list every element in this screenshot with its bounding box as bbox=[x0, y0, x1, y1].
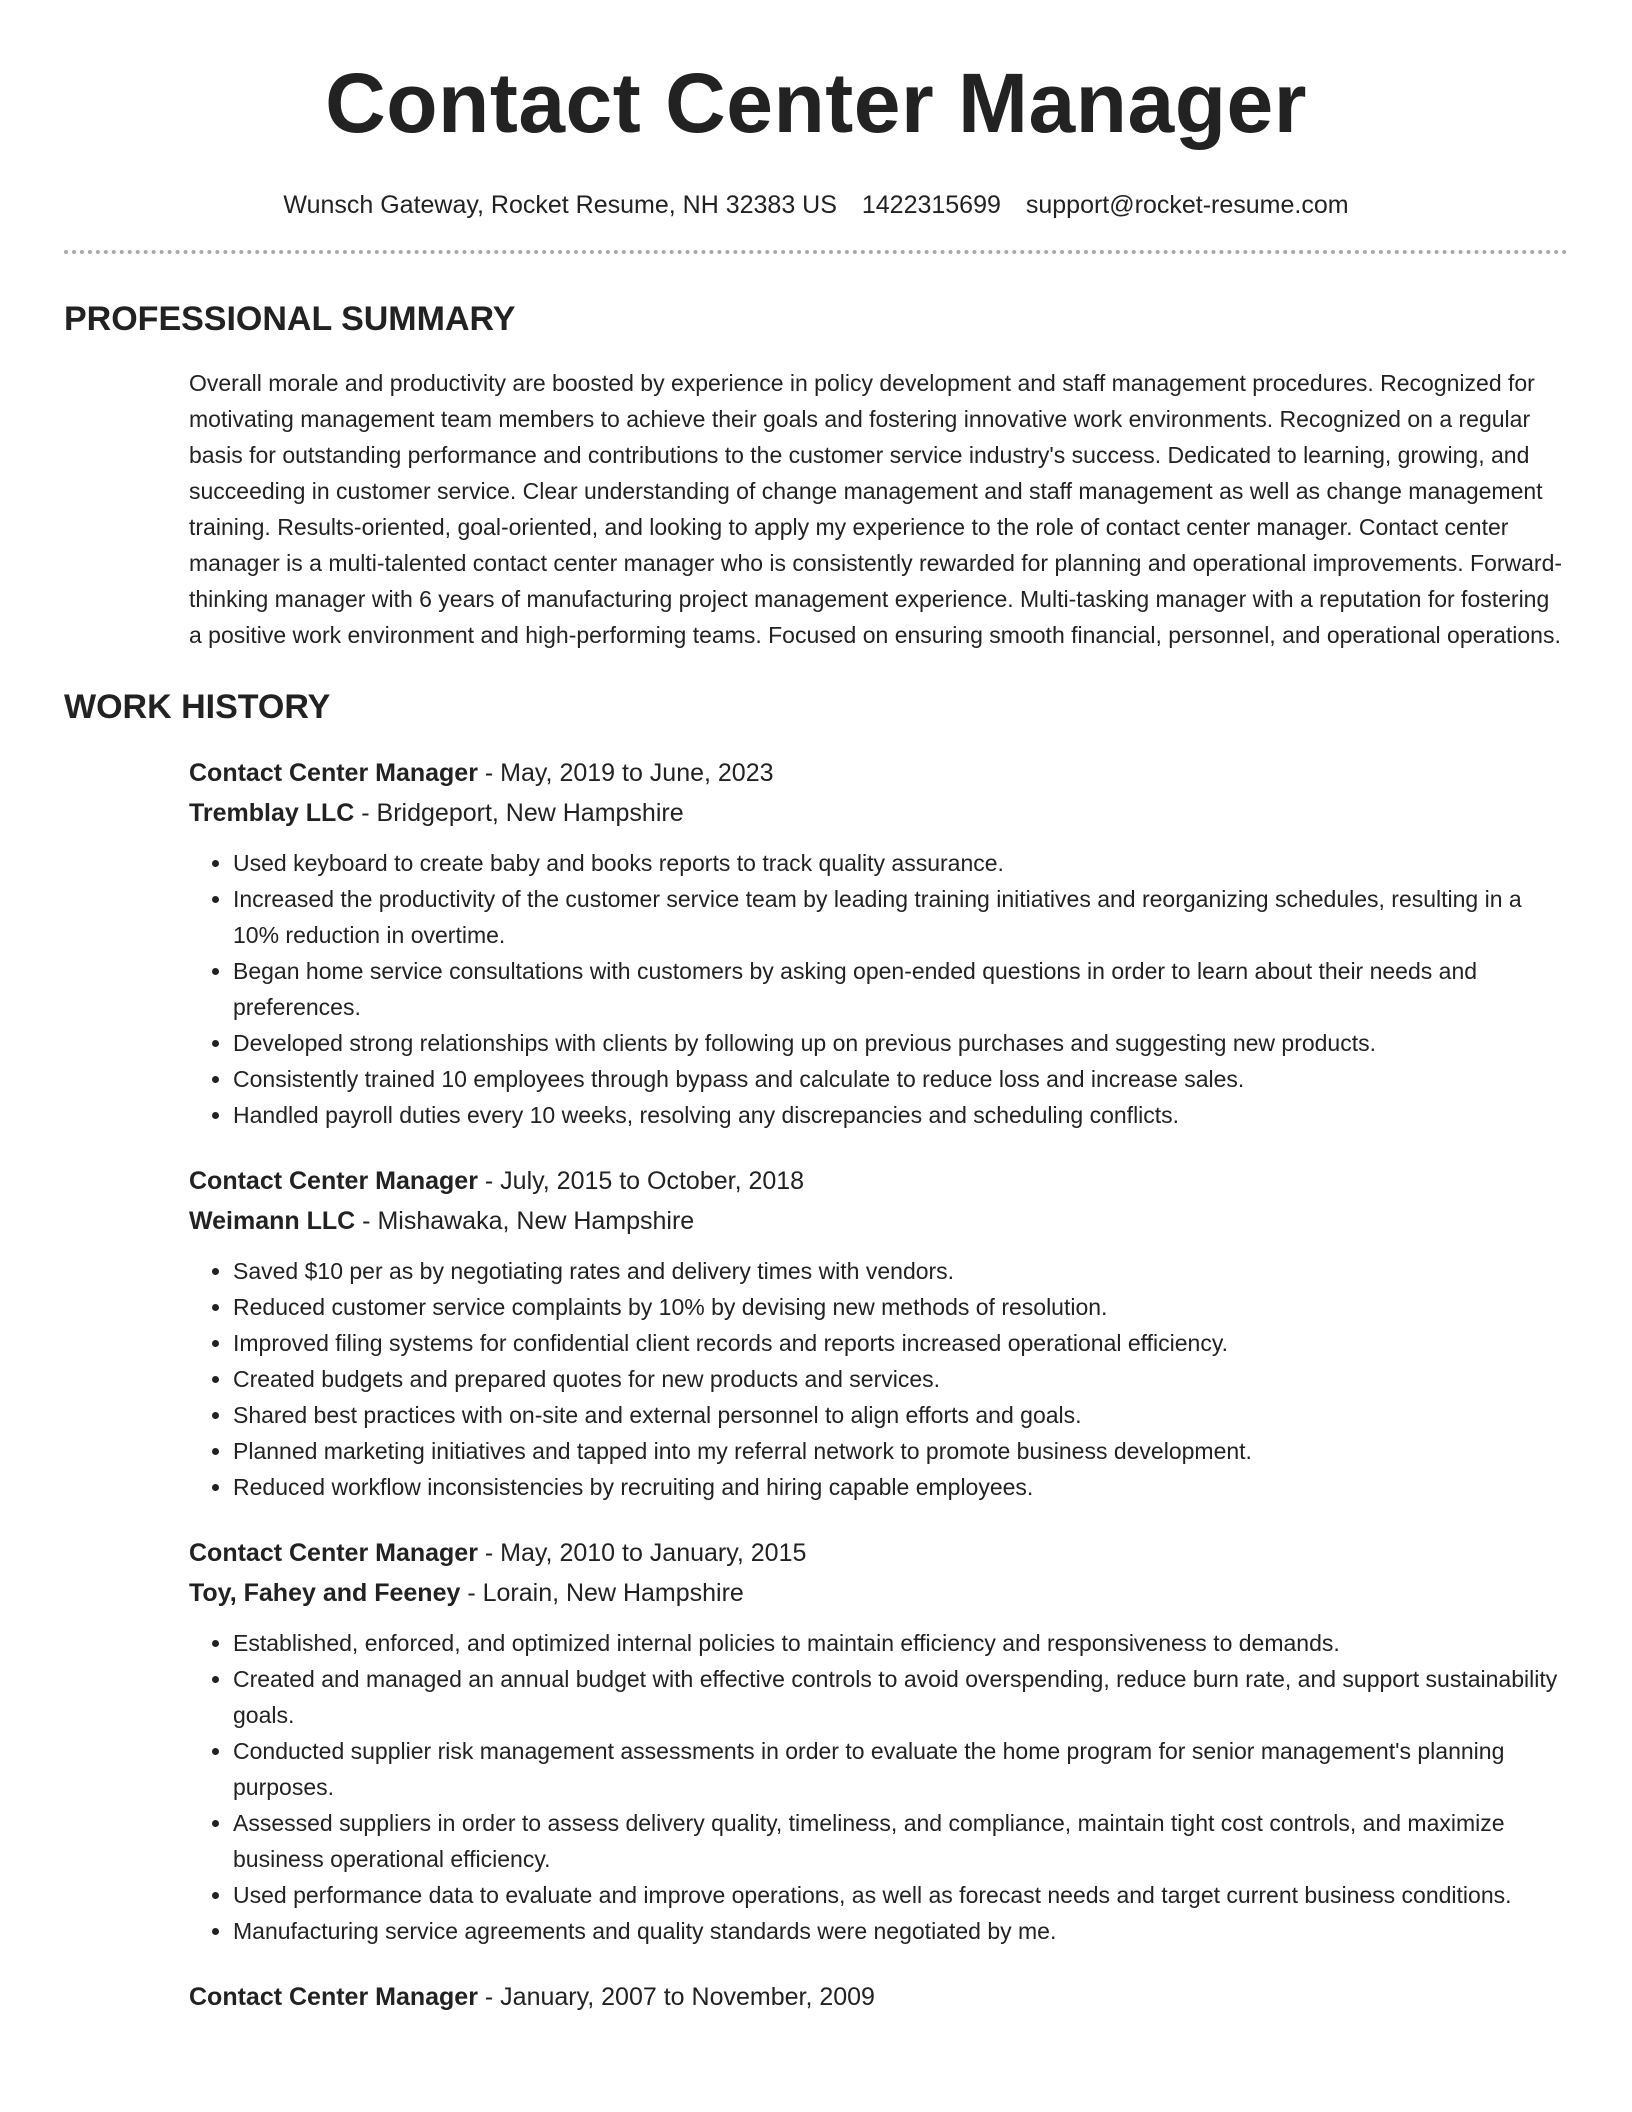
job-bullet: • Established, enforced, and optimized internal policies to maintain efficiency and responsiveness to demands. bbox=[233, 1625, 1568, 1661]
job-title-line bbox=[189, 1533, 1568, 1573]
job-company-line bbox=[189, 1201, 1568, 1241]
job-company: Tremblay LLC bbox=[189, 799, 355, 827]
job-bullet: • Manufacturing service agreements and quality standards were negotiated by me. bbox=[233, 1913, 1568, 1949]
job-entry bbox=[189, 1533, 1568, 1949]
resume-header bbox=[64, 0, 1568, 220]
job-bullet: • Assessed suppliers in order to assess delivery quality, timeliness, and compliance, maintain tight cost controls, and maximize business operational efficiency. bbox=[233, 1805, 1568, 1877]
job-dates: - May, 2019 to June, 2023 bbox=[484, 759, 774, 787]
job-bullet: • Reduced workflow inconsistencies by recruiting and hiring capable employees. bbox=[233, 1469, 1568, 1505]
job-bullet: • Began home service consultations with customers by asking open-ended questions in order to learn about their needs and preferences. bbox=[233, 953, 1568, 1025]
contact-line bbox=[64, 190, 1568, 220]
job-bullet: • Created and managed an annual budget with effective controls to avoid overspending, reduce burn rate, and support sustainability goals. bbox=[233, 1661, 1568, 1733]
job-role: Contact Center Manager bbox=[189, 1539, 478, 1567]
job-bullets bbox=[189, 1253, 1568, 1505]
job-bullet: • Improved filing systems for confidential client records and reports increased operational efficiency. bbox=[233, 1325, 1568, 1361]
job-dates: - July, 2015 to October, 2018 bbox=[484, 1167, 805, 1195]
job-location: - Lorain, New Hampshire bbox=[467, 1579, 744, 1607]
job-location: - Bridgeport, New Hampshire bbox=[361, 799, 684, 827]
job-bullet: • Handled payroll duties every 10 weeks, resolving any discrepancies and scheduling conflicts. bbox=[233, 1097, 1568, 1133]
job-entry bbox=[189, 753, 1568, 1133]
job-role: Contact Center Manager bbox=[189, 1167, 478, 1195]
job-location: - Mishawaka, New Hampshire bbox=[362, 1207, 695, 1235]
job-dates: - January, 2007 to November, 2009 bbox=[484, 1983, 875, 2011]
contact-phone: 1422315699 bbox=[861, 191, 1001, 219]
job-entry bbox=[189, 1161, 1568, 1505]
job-role: Contact Center Manager bbox=[189, 1983, 478, 2011]
section-title-summary: PROFESSIONAL SUMMARY bbox=[64, 300, 516, 338]
job-bullet: • Developed strong relationships with clients by following up on previous purchases and suggesting new products. bbox=[233, 1025, 1568, 1061]
job-company-line bbox=[189, 1573, 1568, 1613]
job-bullet: • Reduced customer service complaints by 10% by devising new methods of resolution. bbox=[233, 1289, 1568, 1325]
job-bullet: • Created budgets and prepared quotes for new products and services. bbox=[233, 1361, 1568, 1397]
work-history-list bbox=[189, 753, 1568, 2017]
job-title-line bbox=[189, 753, 1568, 793]
job-dates: - May, 2010 to January, 2015 bbox=[484, 1539, 807, 1567]
job-bullet: • Increased the productivity of the customer service team by leading training initiatives and reorganizing schedules, resulting in a 10% reduction in overtime. bbox=[233, 881, 1568, 953]
contact-address: Wunsch Gateway, Rocket Resume, NH 32383 US bbox=[283, 191, 837, 219]
job-bullet: • Used keyboard to create baby and books reports to track quality assurance. bbox=[233, 845, 1568, 881]
job-bullets bbox=[189, 845, 1568, 1133]
job-bullet: • Conducted supplier risk management assessments in order to evaluate the home program for senior management's planning purposes. bbox=[233, 1733, 1568, 1805]
candidate-name: Contact Center Manager bbox=[325, 56, 1307, 150]
job-company: Toy, Fahey and Feeney bbox=[189, 1579, 461, 1607]
summary-text: Overall morale and productivity are boosted by experience in policy development and staff management procedures. Recognized for motivating management team members to achieve their goals and fostering innovative work environments. Recognized on a regular basis for outstanding performance and contributions to the customer service industry's success. Dedicated to learning, growing, and succeeding in customer service. Clear understanding of change management and staff management as well as change management training. Results-oriented, goal-oriented, and looking to apply my experience to the role of contact center manager. Contact center manager is a multi-talented contact center manager who is consistently rewarded for planning and operational improvements. Forward-thinking manager with 6 years of manufacturing project management experience. Multi-tasking manager with a reputation for fostering a positive work environment and high-performing teams. Focused on ensuring smooth financial, personnel, and operational operations. bbox=[189, 370, 1563, 648]
contact-email: support@rocket-resume.com bbox=[1025, 191, 1349, 219]
job-bullet: • Used performance data to evaluate and improve operations, as well as forecast needs and target current business conditions. bbox=[233, 1877, 1568, 1913]
job-role: Contact Center Manager bbox=[189, 759, 478, 787]
job-entry bbox=[189, 1977, 1568, 2017]
job-company: Weimann LLC bbox=[189, 1207, 356, 1235]
job-bullet: • Planned marketing initiatives and tapped into my referral network to promote business development. bbox=[233, 1433, 1568, 1469]
header-divider bbox=[64, 250, 1568, 254]
job-bullet: • Consistently trained 10 employees through bypass and calculate to reduce loss and increase sales. bbox=[233, 1061, 1568, 1097]
job-bullet: • Saved $10 per as by negotiating rates and delivery times with vendors. bbox=[233, 1253, 1568, 1289]
job-title-line bbox=[189, 1977, 1568, 2017]
job-bullets bbox=[189, 1625, 1568, 1949]
job-company-line bbox=[189, 793, 1568, 833]
job-title-line bbox=[189, 1161, 1568, 1201]
job-bullet: • Shared best practices with on-site and external personnel to align efforts and goals. bbox=[233, 1397, 1568, 1433]
section-title-work-history: WORK HISTORY bbox=[64, 688, 331, 726]
